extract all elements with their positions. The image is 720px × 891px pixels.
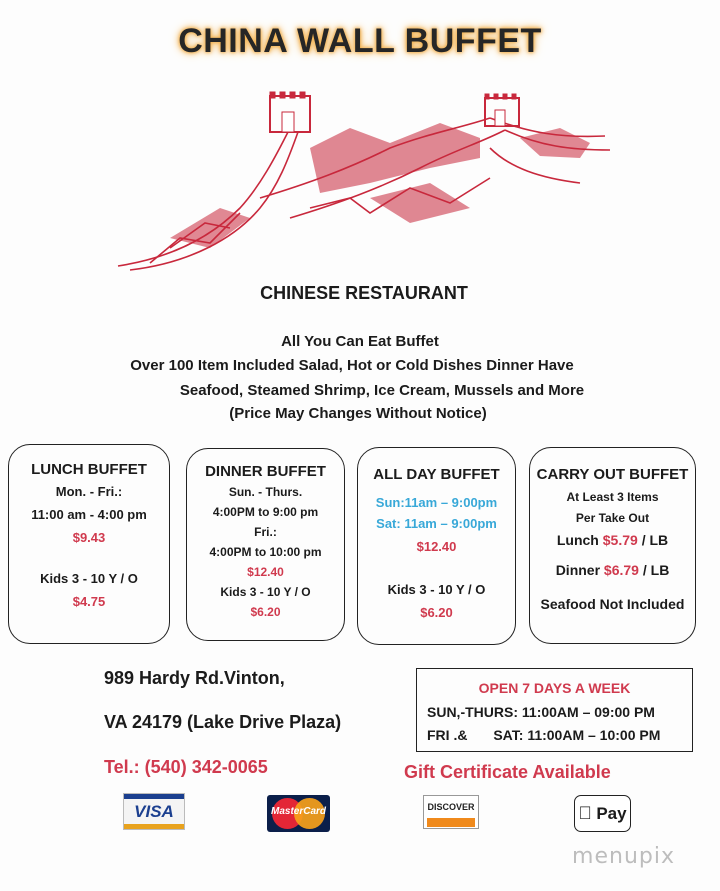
dinner-buffet-box [186,448,345,641]
carry-dinner-line [530,562,695,578]
visa-card-logo [123,793,185,830]
carry-per-order: Per Take Out [575,511,650,525]
hours-box [416,668,693,752]
mastercard-logo [267,795,330,832]
carry-min-items: At Least 3 Items [566,490,659,504]
hours-row1-days: SUN,-THURS: [427,704,518,720]
carry-title: CARRY OUT BUFFET [536,466,689,483]
dinner-price: $12.40 [247,565,284,579]
carry-lunch-label: Lunch [556,532,599,548]
dinner-time-1: 4:00PM to 9:00 pm [212,505,319,519]
intro-line-4: (Price May Changes Without Notice) [229,405,487,422]
phone-number[interactable]: Tel.: (540) 342-0065 [104,757,268,777]
carry-lunch-unit: / LB [641,532,669,548]
allday-title: ALL DAY BUFFET [373,466,500,483]
allday-price: $12.40 [416,539,457,554]
lunch-time: 11:00 am - 4:00 pm [31,507,147,522]
gift-certificate-note: Gift Certificate Available [404,762,611,782]
restaurant-title: CHINA WALL BUFFET [178,22,542,60]
hours-row2-days: FRI .& [427,727,468,743]
lunch-kids-price: $4.75 [72,594,106,609]
intro-line-1: All You Can Eat Buffet [281,333,439,350]
discover-card-logo [423,795,479,829]
carry-note: Seafood Not Included [540,596,685,612]
dinner-title: DINNER BUFFET [205,463,326,480]
dinner-days-1: Sun. - Thurs. [228,485,303,499]
hours-row1-time: 11:00AM – 09:00 PM [521,704,655,720]
address-line-2: VA 24179 (Lake Drive Plaza) [104,712,342,732]
carry-out-buffet-box [529,447,696,644]
apple-icon [578,803,592,823]
hours-row-1 [417,704,692,720]
carry-dinner-price: $6.79 [603,562,639,578]
lunch-price: $9.43 [72,530,106,545]
hours-row2-sat: SAT: [493,727,524,743]
allday-kids: Kids 3 - 10 Y / O [387,582,486,597]
lunch-buffet-box [8,444,170,644]
dinner-kids: Kids 3 - 10 Y / O [220,585,311,599]
address-line-1: 989 Hardy Rd.Vinton, [104,668,285,688]
menupix-watermark: menupix [572,844,675,869]
hours-row-2 [417,727,692,743]
hours-row2-time: 11:00AM – 10:00 PM [527,727,661,743]
dinner-time-2: 4:00PM to 10:00 pm [209,545,322,559]
great-wall-illustration [110,88,615,273]
apple-pay-logo [574,795,631,832]
allday-sunday-hours: Sun:11am – 9:00pm [375,495,498,510]
lunch-kids: Kids 3 - 10 Y / O [40,571,138,586]
all-day-buffet-box [357,447,516,645]
apple-pay-text: Pay [587,804,618,823]
allday-kids-price: $6.20 [420,605,453,620]
hours-title: OPEN 7 DAYS A WEEK [478,680,631,696]
allday-saturday-hours: Sat: 11am – 9:00pm [376,516,497,531]
intro-line-2: Over 100 Item Included Salad, Hot or Cold Dishes Dinner Have [130,357,574,374]
lunch-days: Mon. - Fri.: [55,484,123,499]
carry-dinner-label: Dinner [555,562,601,578]
discover-text: DISCOVER [427,802,475,812]
mastercard-text: MasterCard [270,806,327,817]
intro-line-3: Seafood, Steamed Shrimp, Ice Cream, Mussels and More [179,382,585,399]
dinner-kids-price: $6.20 [250,605,281,619]
carry-lunch-line [530,532,695,548]
carry-lunch-price: $5.79 [602,532,638,548]
dinner-days-2: Fri.: [254,525,277,539]
carry-dinner-unit: / LB [642,562,670,578]
lunch-title: LUNCH BUFFET [31,461,147,478]
restaurant-subtitle: CHINESE RESTAURANT [260,283,468,303]
visa-text: VISA [134,802,174,821]
